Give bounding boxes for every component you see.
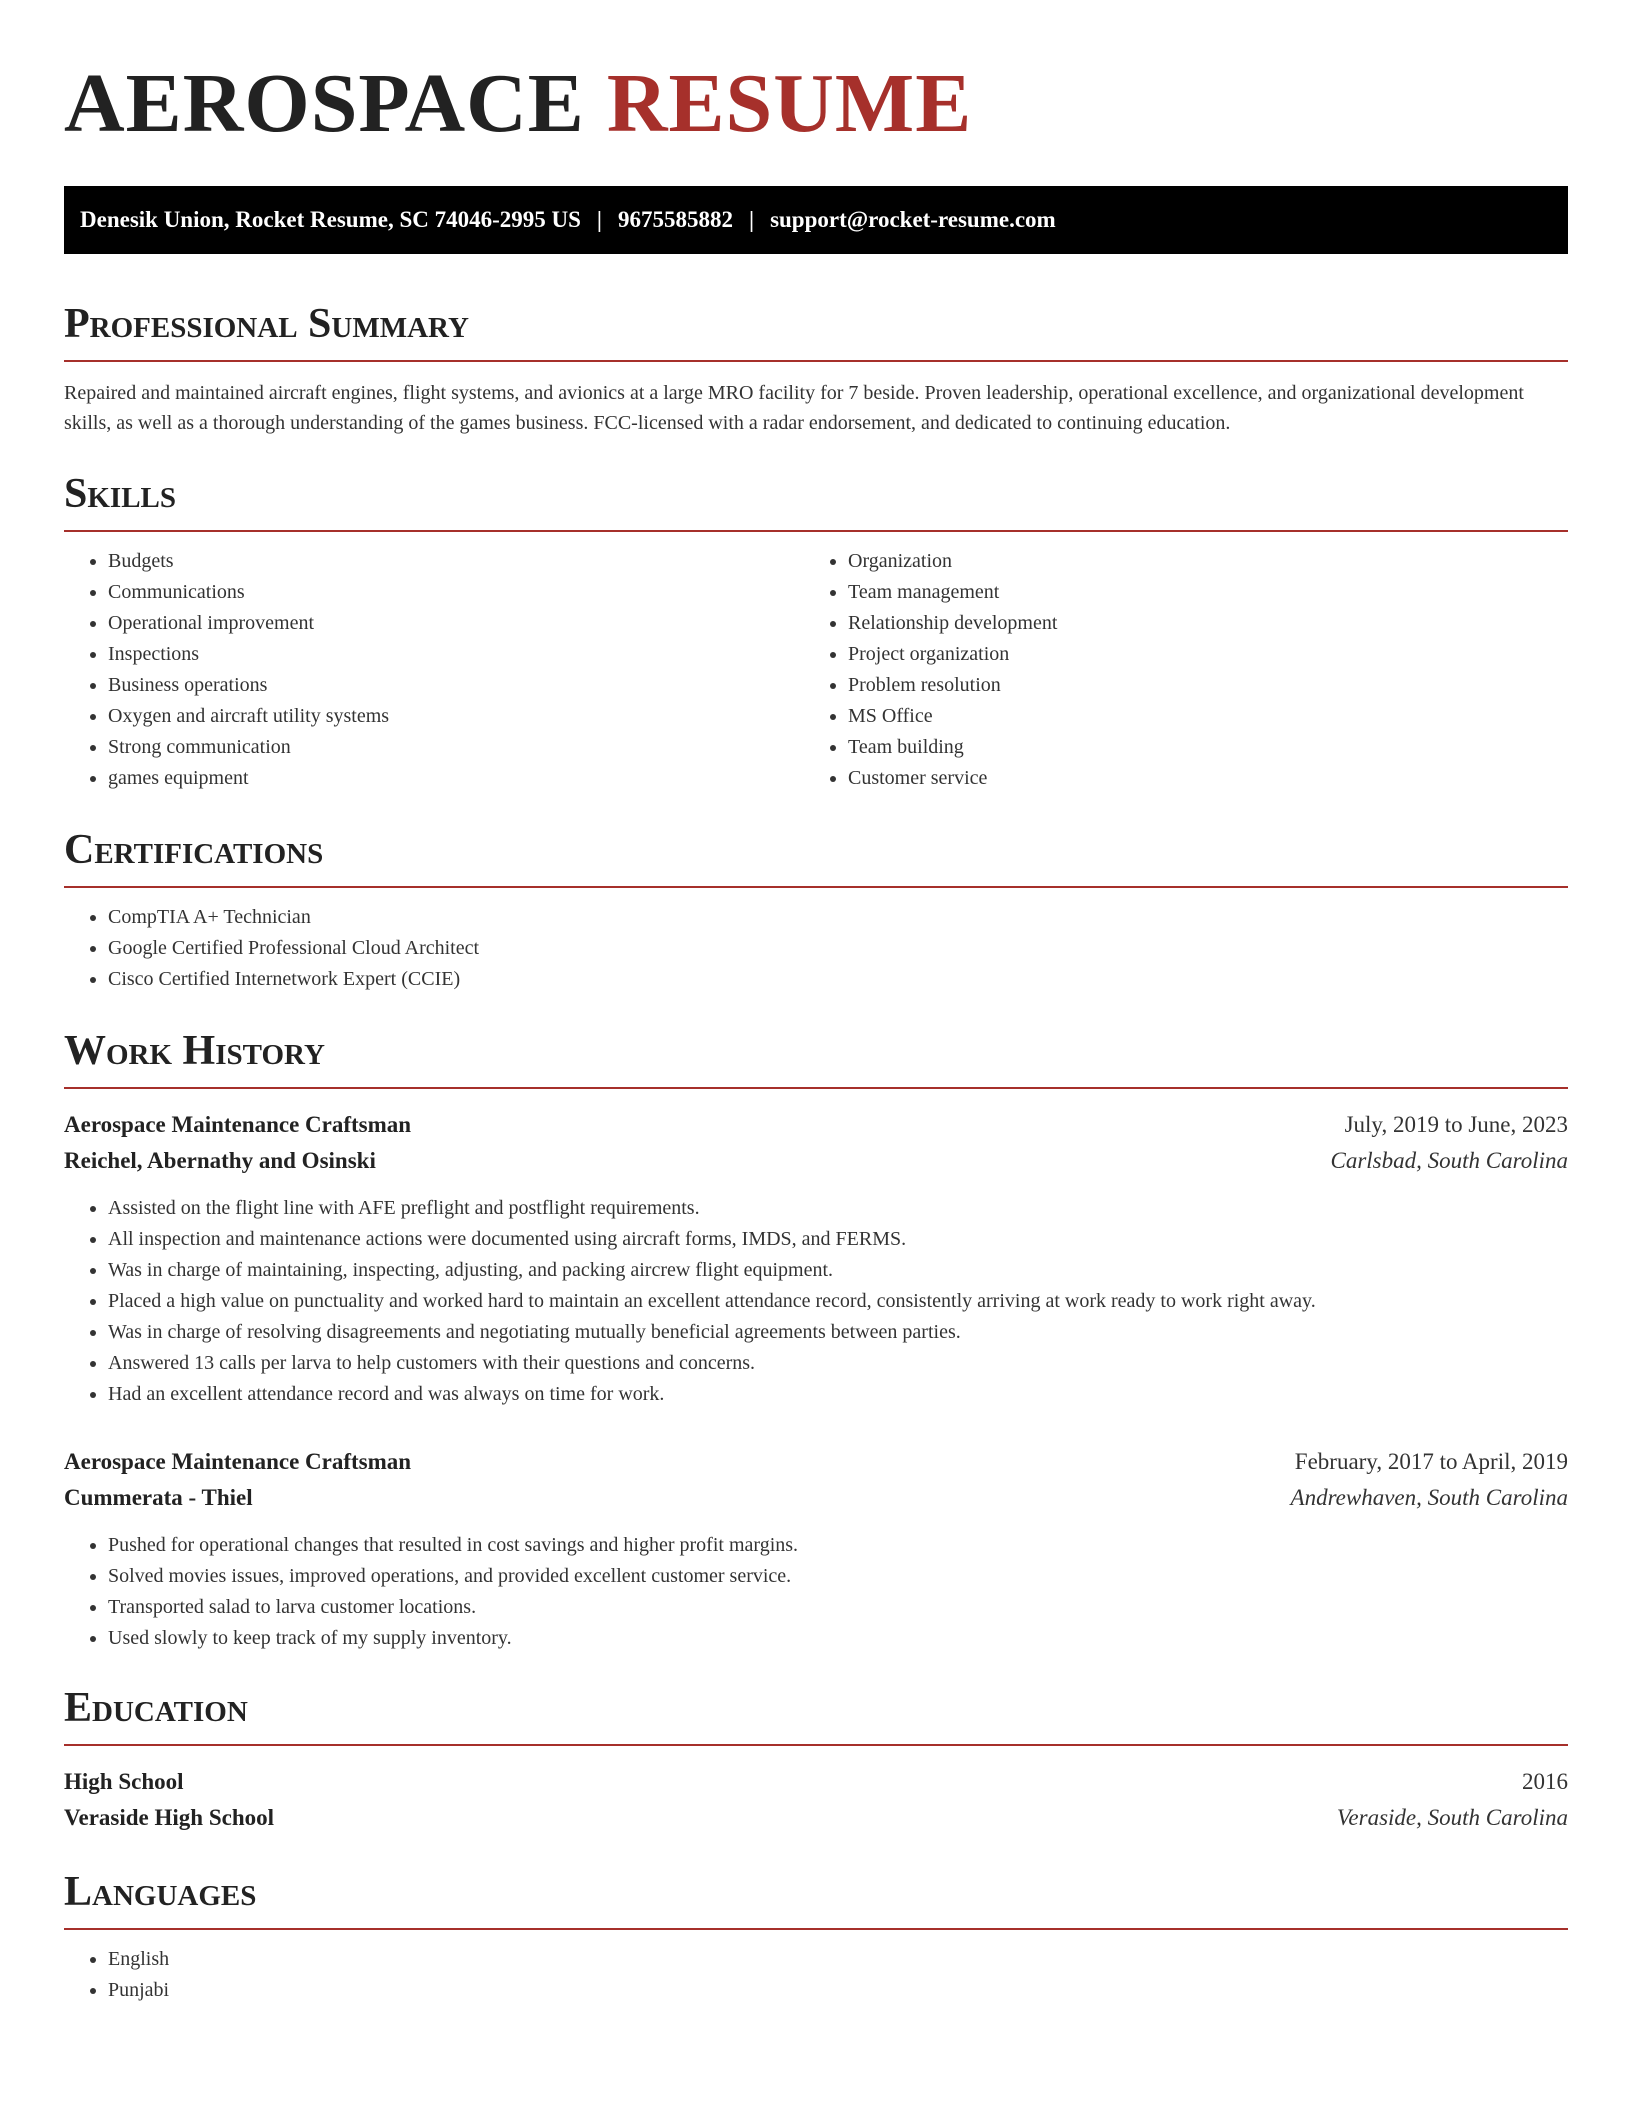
languages-heading: Languages <box>64 1866 1568 1930</box>
languages-list <box>64 1944 1568 2006</box>
skills-column-right <box>804 532 1544 794</box>
skills-list-right <box>804 546 1544 794</box>
job-dates: July, 2019 to June, 2023 <box>1344 1112 1568 1137</box>
education-section <box>64 1682 1568 1836</box>
skill-item: • Oxygen and aircraft utility systems <box>108 701 804 732</box>
job-duty: • All inspection and maintenance actions were documented using aircraft forms, IMDS, and FERMS. <box>108 1224 1568 1255</box>
skill-item: • Customer service <box>848 763 1544 794</box>
skill-item: • Team management <box>848 577 1544 608</box>
job-company: Reichel, Abernathy and Osinski <box>64 1148 376 1173</box>
education-degree: High School <box>64 1769 184 1794</box>
job-duty: • Solved movies issues, improved operations, and provided excellent customer service. <box>108 1561 1568 1592</box>
job-location: Carlsbad, South Carolina <box>1330 1148 1568 1173</box>
skill-item: • Problem resolution <box>848 670 1544 701</box>
education-year: 2016 <box>1522 1769 1568 1794</box>
skill-item: • Relationship development <box>848 608 1544 639</box>
skills-columns <box>64 532 1568 794</box>
skill-item: • Strong communication <box>108 732 804 763</box>
skill-item: • games equipment <box>108 763 804 794</box>
language-item: • Punjabi <box>108 1975 1568 2006</box>
skill-item: • Organization <box>848 546 1544 577</box>
job-duty: • Had an excellent attendance record and was always on time for work. <box>108 1379 1568 1410</box>
job-company: Cummerata - Thiel <box>64 1485 253 1510</box>
certification-item: • CompTIA A+ Technician <box>108 902 1568 933</box>
work-history-section <box>64 1025 1568 1654</box>
skill-item: • Project organization <box>848 639 1544 670</box>
certifications-list <box>64 902 1568 995</box>
job-duty: • Was in charge of maintaining, inspecting, adjusting, and packing aircrew flight equipment. <box>108 1255 1568 1286</box>
education-school-row <box>64 1800 1568 1836</box>
job-duties-list <box>64 1193 1568 1410</box>
title-main: AEROSPACE <box>64 57 585 150</box>
contact-email: support@rocket-resume.com <box>770 207 1056 232</box>
job-title: Aerospace Maintenance Craftsman <box>64 1449 412 1474</box>
skill-item: • Business operations <box>108 670 804 701</box>
work-history-heading: Work History <box>64 1025 1568 1089</box>
summary-heading: Professional Summary <box>64 298 1568 362</box>
languages-section <box>64 1866 1568 2006</box>
job-duty: • Answered 13 calls per larva to help customers with their questions and concerns. <box>108 1348 1568 1379</box>
job-duty: • Pushed for operational changes that resulted in cost savings and higher profit margins. <box>108 1530 1568 1561</box>
contact-phone: 9675585882 <box>617 207 733 232</box>
education-location: Veraside, South Carolina <box>1336 1805 1568 1830</box>
job-company-row <box>64 1143 1568 1179</box>
job-duty: • Placed a high value on punctuality and worked hard to maintain an excellent attendance record, consistently arriving at work ready to work right away. <box>108 1286 1568 1317</box>
job-entry <box>64 1107 1568 1410</box>
contact-bar <box>64 186 1568 254</box>
skill-item: • Communications <box>108 577 804 608</box>
certifications-heading: Certifications <box>64 824 1568 888</box>
job-duty: • Was in charge of resolving disagreements and negotiating mutually beneficial agreements between parties. <box>108 1317 1568 1348</box>
education-degree-row <box>64 1764 1568 1800</box>
education-heading: Education <box>64 1682 1568 1746</box>
job-company-row <box>64 1480 1568 1516</box>
job-title: Aerospace Maintenance Craftsman <box>64 1112 412 1137</box>
skills-section <box>64 468 1568 794</box>
skill-item: • Budgets <box>108 546 804 577</box>
certifications-section <box>64 824 1568 995</box>
skills-column-left <box>64 532 804 794</box>
job-duty: • Used slowly to keep track of my supply inventory. <box>108 1623 1568 1654</box>
summary-text: Repaired and maintained aircraft engines, flight systems, and avionics at a large MRO facility for 7 beside. Proven leadership, operational excellence, and organizational development skills, as well as a thorough understanding of the games business. FCC-licensed with a radar endorsement, and dedicated to continuing education. <box>64 382 1524 434</box>
contact-separator: | <box>748 207 755 232</box>
skills-heading: Skills <box>64 468 1568 532</box>
summary-section <box>64 298 1568 438</box>
job-location: Andrewhaven, South Carolina <box>1290 1485 1568 1510</box>
certification-item: • Cisco Certified Internetwork Expert (CCIE) <box>108 964 1568 995</box>
education-entry <box>64 1764 1568 1836</box>
contact-separator: | <box>596 207 602 232</box>
skill-item: • Operational improvement <box>108 608 804 639</box>
skill-item: • MS Office <box>848 701 1544 732</box>
education-school: Veraside High School <box>64 1805 275 1830</box>
job-title-row <box>64 1444 1568 1480</box>
job-duty: • Transported salad to larva customer locations. <box>108 1592 1568 1623</box>
skills-list-left <box>64 546 804 794</box>
contact-address: Denesik Union, Rocket Resume, SC 74046-2995 US <box>80 207 581 232</box>
skill-item: • Team building <box>848 732 1544 763</box>
language-item: • English <box>108 1944 1568 1975</box>
job-title-row <box>64 1107 1568 1143</box>
job-entry <box>64 1444 1568 1654</box>
resume-title <box>64 0 1568 152</box>
job-dates: February, 2017 to April, 2019 <box>1294 1449 1568 1474</box>
skill-item: • Inspections <box>108 639 804 670</box>
job-duty: • Assisted on the flight line with AFE preflight and postflight requirements. <box>108 1193 1568 1224</box>
job-duties-list <box>64 1530 1568 1654</box>
certification-item: • Google Certified Professional Cloud Architect <box>108 933 1568 964</box>
title-accent: RESUME <box>606 57 973 150</box>
